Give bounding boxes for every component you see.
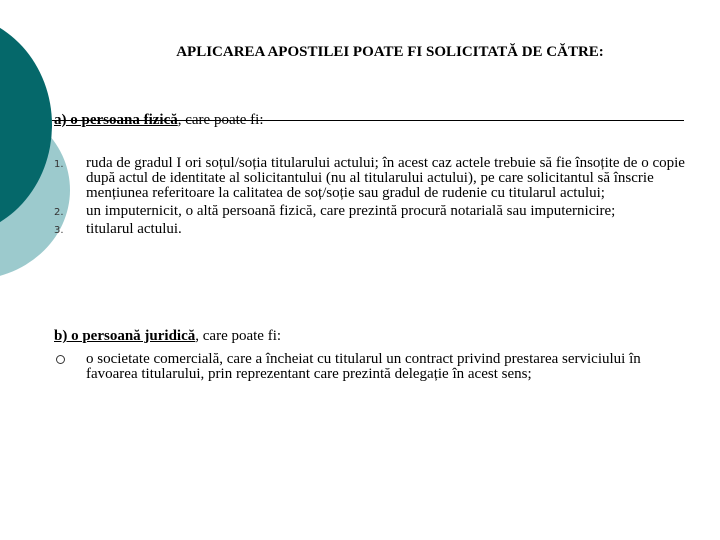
slide-title: APLICAREA APOSTILEI POATE FI SOLICITATĂ DE CĂTRE: [176,44,604,60]
list-item [54,204,694,219]
list-item [54,222,694,237]
list-item [54,352,694,382]
item-number: 3. [54,225,64,236]
item-text: ruda de gradul I ori soțul/soția titularului actului; în acest caz actele trebuie să fie însoțite de o copie după actul de identitate al solicitantului (nu al titularului actului), pe care solicitantul să înscrie mențiunea referitoare la calitatea de soț/soție sau gradul de rudenie cu titularul actului; [86,155,685,201]
section-a-heading-bold: a) o persoana fizică [54,112,178,128]
circle-bullet-icon [56,355,65,364]
item-text: titularul actului. [86,221,182,237]
section-b-list [54,352,694,385]
item-text: un imputernicit, o altă persoană fizică, care prezintă procură notarială sau imputernicire; [86,203,616,219]
section-a-heading-rest: , care poate fi: [177,112,264,128]
item-number: 1. [54,159,64,170]
section-a-heading [54,112,264,129]
section-b-heading-rest: , care poate fi: [195,328,282,344]
section-b-heading-bold: b) o persoană juridică [54,328,196,344]
item-number: 2. [54,207,64,218]
section-b-heading [54,328,281,345]
list-item [54,156,694,201]
section-a-list [54,156,694,240]
item-text: o societate comercială, care a încheiat cu titularul un contract privind prestarea serviciului în favoarea titularului, prin reprezentant care prezintă delegație în acest sens; [86,351,641,382]
